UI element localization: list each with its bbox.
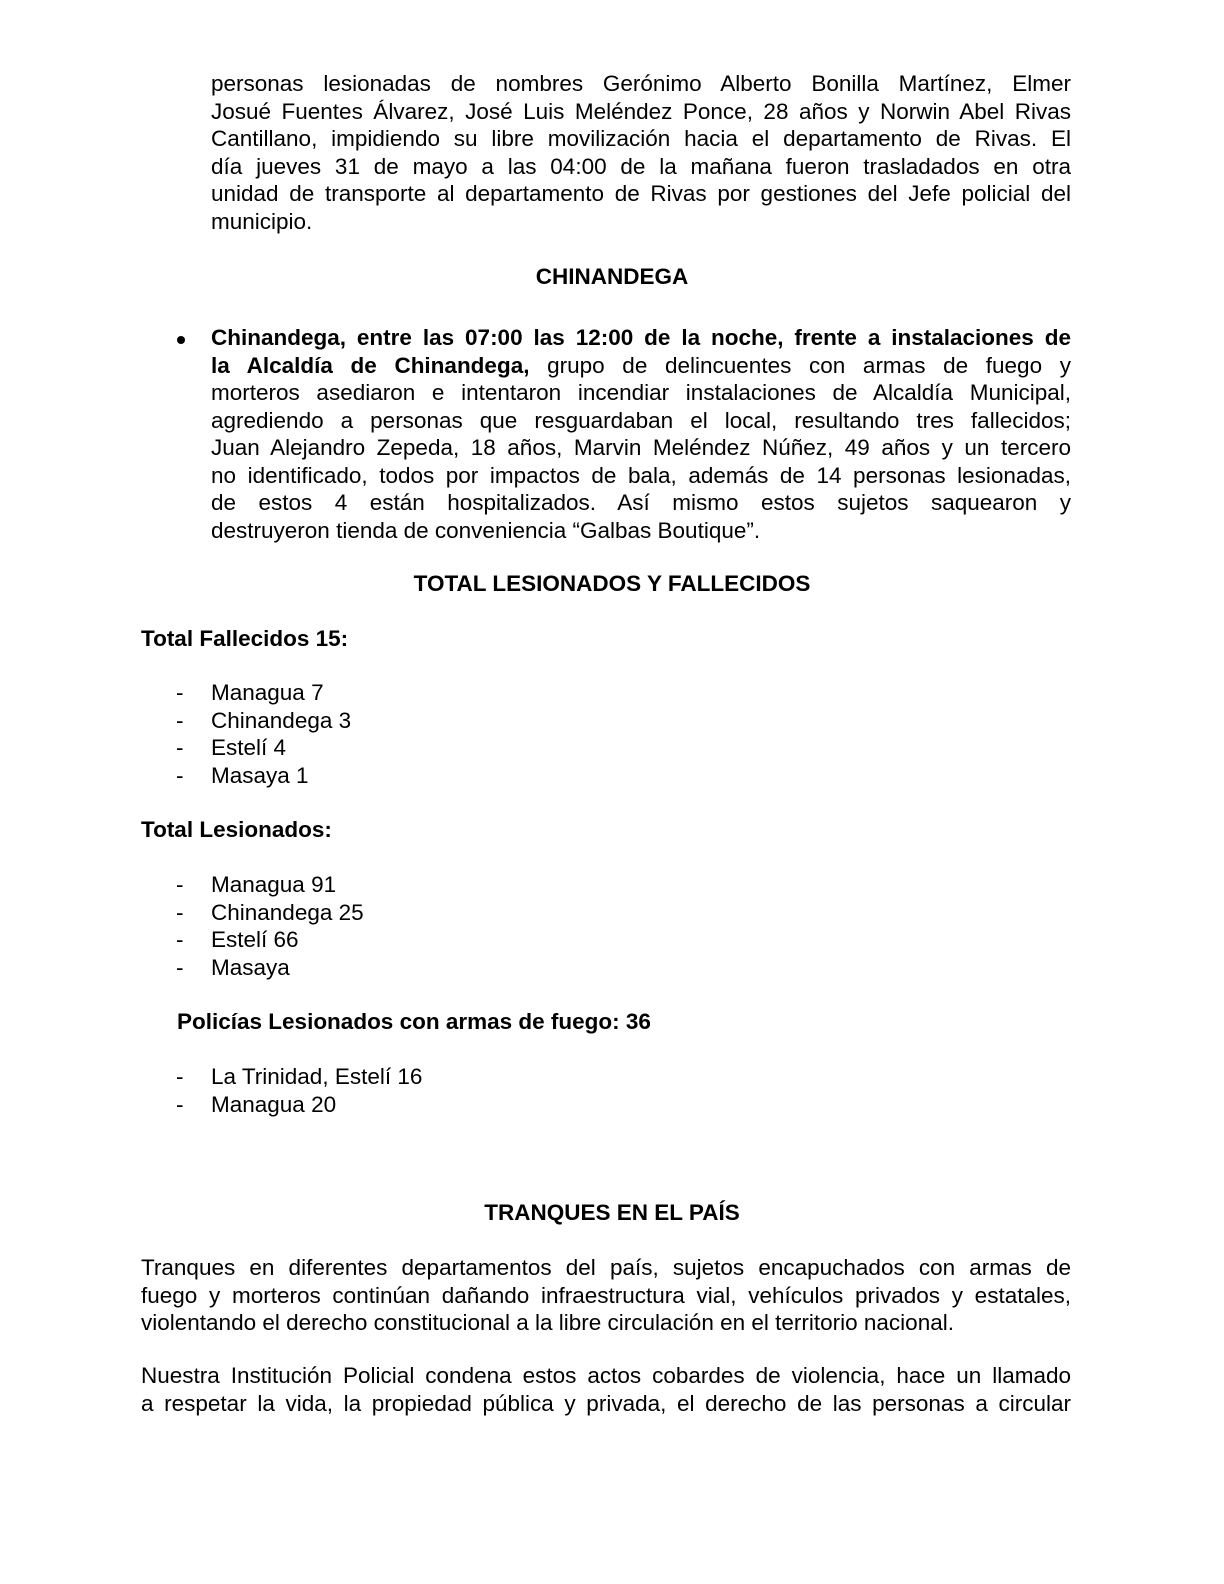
list-dash: - [176,1064,184,1089]
bullet-line: no identificado, todos por impactos de bala, además de 14 personas lesionadas, [211,462,1071,488]
paragraph-line: personas lesionadas de nombres Gerónimo Alberto Bonilla Martínez, Elmer [211,71,1071,96]
bullet-line-bold: Chinandega, entre las 07:00 las 12:00 de la noche, frente a instalaciones de [211,325,1071,350]
bullet-icon [175,334,187,346]
list-dash: - [176,1091,184,1117]
list-dash: - [176,872,184,897]
fallecidos-title: Total Fallecidos 15: [141,626,349,651]
paragraph-line: fuego y morteros continúan dañando infraestructura vial, vehículos privados y estatales, [141,1282,1071,1308]
paragraph-line: unidad de transporte al departamento de Rivas por gestiones del Jefe policial del [211,181,1071,206]
list-item-text: Masaya [211,954,290,980]
paragraph-line: Cantillano, impidiendo su libre movilización hacia el departamento de Rivas. El [211,126,1071,151]
list-item-text: Managua 7 [211,680,324,705]
bullet-line-bold: la Alcaldía de Chinandega, [211,352,530,378]
list-item-text: Estelí 66 [211,927,299,952]
section-heading-tranques: TRANQUES EN EL PAÍS [484,1200,740,1225]
bullet-line-mixed [211,352,1071,380]
bullet-line: de estos 4 están hospitalizados. Así mismo estos sujetos saquearon y [211,490,1071,515]
bullet-line: agrediendo a personas que resguardaban el local, resultando tres fallecidos; [211,407,1071,433]
paragraph-line: Tranques en diferentes departamentos del país, sujetos encapuchados con armas de [141,1255,1071,1280]
intro-paragraph [211,70,1071,235]
tranques-paragraph-2 [141,1362,1071,1417]
bullet-item-chinandega [211,324,1071,544]
paragraph-line: a respetar la vida, la propiedad pública y privada, el derecho de las personas a circular [141,1390,1071,1416]
bullet-line: destruyeron tienda de conveniencia “Galbas Boutique”. [211,517,761,543]
tranques-paragraph-1 [141,1254,1071,1337]
bullet-line: Juan Alejandro Zepeda, 18 años, Marvin Meléndez Núñez, 49 años y un tercero [211,435,1071,460]
list-item-text: Chinandega 3 [211,707,352,733]
list-item-text: La Trinidad, Estelí 16 [211,1064,423,1089]
paragraph-line: municipio. [211,208,313,234]
list-item-text: Managua 91 [211,872,337,897]
list-item-text: Managua 20 [211,1091,337,1117]
section-heading-chinandega: CHINANDEGA [535,264,689,289]
paragraph-line: Josué Fuentes Álvarez, José Luis Meléndez Ponce, 28 años y Norwin Abel Rivas [211,98,1071,124]
policias-title: Policías Lesionados con armas de fuego: 36 [177,1009,651,1034]
paragraph-line: Nuestra Institución Policial condena estos actos cobardes de violencia, hace un llamado [141,1363,1071,1388]
list-dash: - [176,927,184,952]
bullet-line: morteros asediaron e intentaron incendiar instalaciones de Alcaldía Municipal, [211,380,1071,405]
list-dash: - [176,899,184,925]
list-dash: - [176,707,184,733]
list-dash: - [176,762,184,788]
paragraph-line: día jueves 31 de mayo a las 04:00 de la mañana fueron trasladados en otra [211,153,1071,179]
paragraph-line: violentando el derecho constitucional a la libre circulación en el territorio nacional. [141,1310,954,1335]
section-heading-totals: TOTAL LESIONADOS Y FALLECIDOS [413,571,811,596]
list-item-text: Chinandega 25 [211,899,364,925]
lesionados-title: Total Lesionados: [141,817,332,842]
list-dash: - [176,954,184,980]
list-item-text: Masaya 1 [211,762,309,788]
bullet-line-text: grupo de delincuentes con armas de fuego y [529,352,1071,378]
list-dash: - [176,735,184,760]
list-dash: - [176,680,184,705]
list-item-text: Estelí 4 [211,735,287,760]
